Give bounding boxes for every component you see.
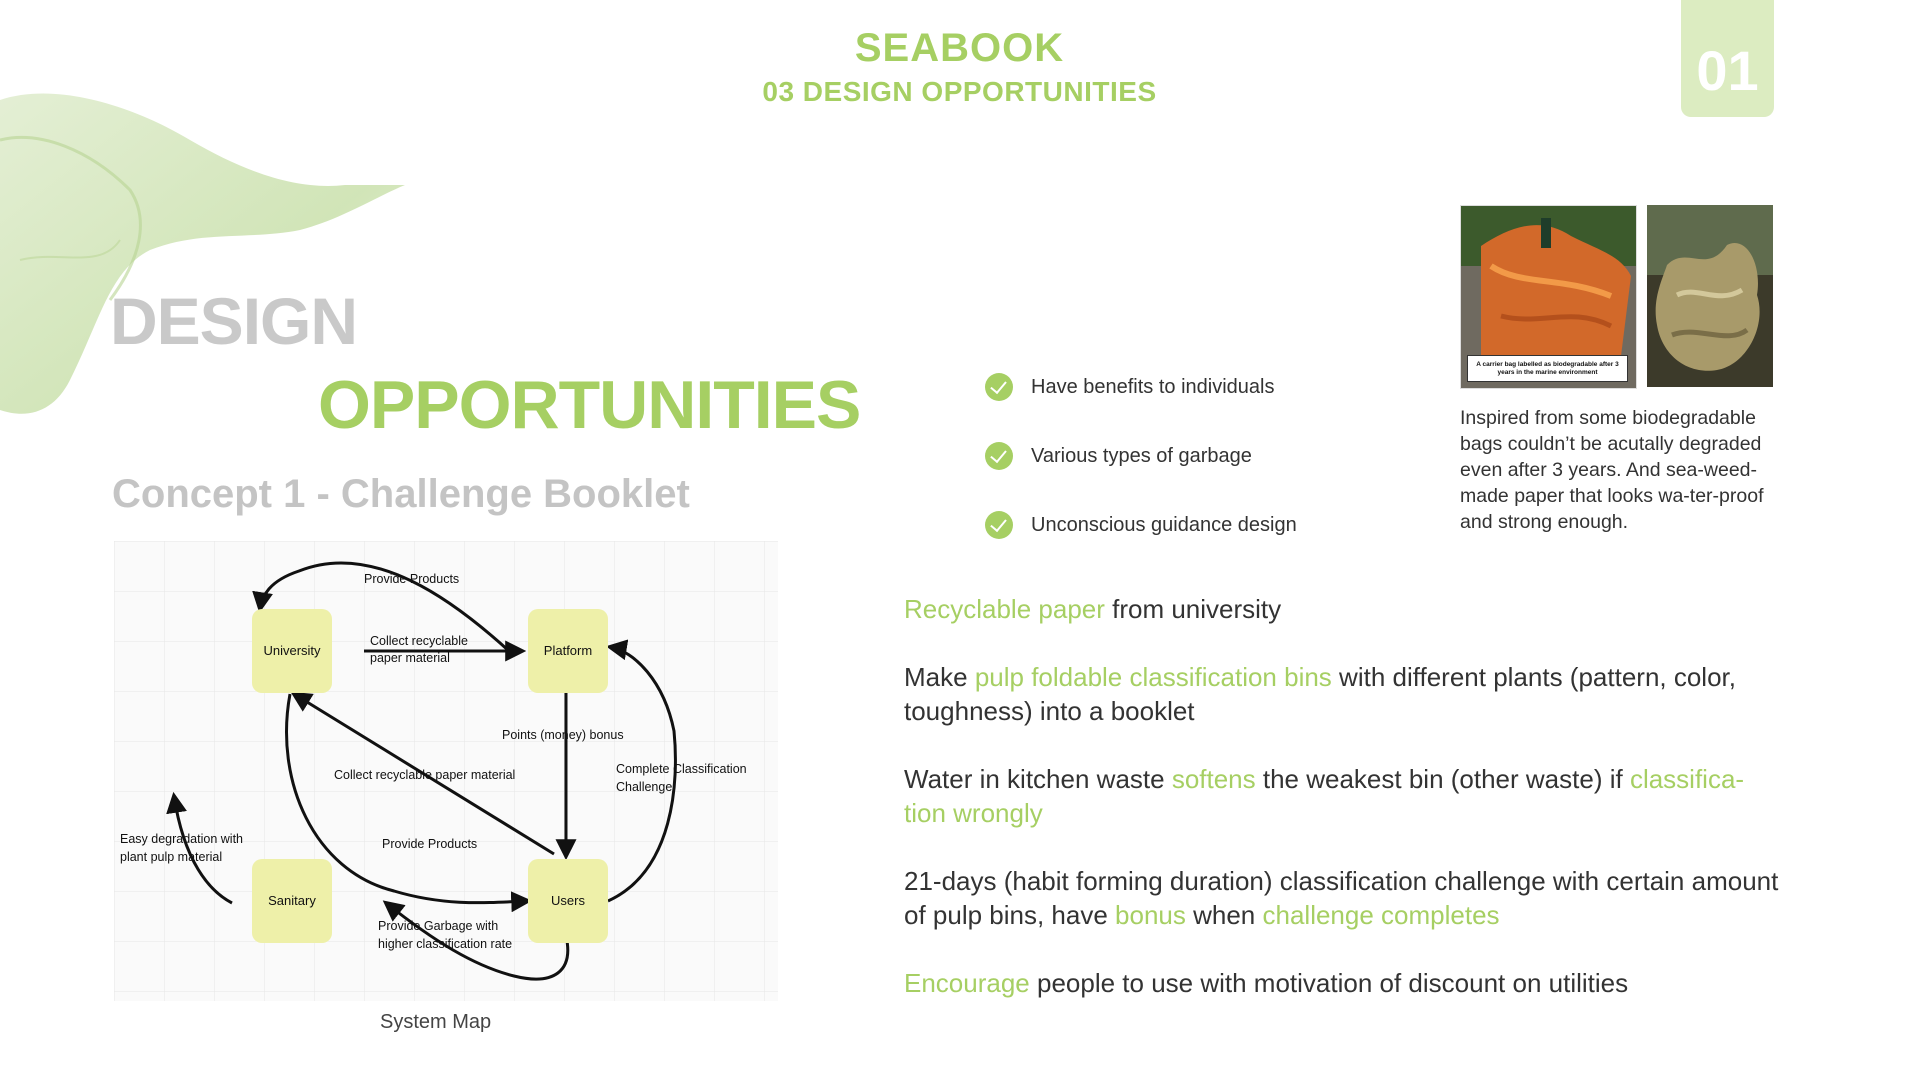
label-collect-recyclable-1: Collect recyclable xyxy=(370,634,468,648)
svg-text:Users: Users xyxy=(551,893,585,908)
inspiration-text: Inspired from some biodegradable bags couldn’t be acutally degraded even after 3 years. And sea-weed-made paper that looks wa-ter-proof and strong enough. xyxy=(1460,407,1764,533)
node-university xyxy=(252,609,332,693)
highlight: Recyclable paper xyxy=(904,594,1105,624)
highlight: bonus xyxy=(1115,900,1186,930)
node-users xyxy=(528,859,608,943)
bag-photo-caption: A carrier bag labelled as biodegradable after 3 years in the marine environment xyxy=(1467,355,1628,382)
title-design: DESIGN xyxy=(110,284,358,358)
checklist-item xyxy=(985,440,1252,472)
label-garbage-2: higher classification rate xyxy=(378,937,513,951)
highlight: challenge completes xyxy=(1262,900,1500,930)
brand-title: SEABOOK xyxy=(854,26,1065,70)
checklist-label: Various types of garbage xyxy=(1031,444,1252,467)
highlight: pulp foldable classification bins xyxy=(974,662,1332,692)
concept-heading: Concept 1 - Challenge Booklet xyxy=(112,472,690,516)
paragraph-recyclable: Recyclable paper from university xyxy=(904,594,1282,624)
checklist-label: Unconscious guidance design xyxy=(1031,513,1297,536)
checkmark-icon xyxy=(985,373,1013,401)
label-garbage-1: Provide Garbage with xyxy=(378,919,499,933)
paragraph-21-days: 21-days (habit forming duration) classification challenge with certain amount of pulp bins, have bonus when challenge completes xyxy=(904,866,1779,930)
highlight: Encourage xyxy=(904,968,1030,998)
svg-text:Platform: Platform xyxy=(543,643,593,658)
svg-text:University: University xyxy=(263,643,321,658)
label-points-bonus: Points (money) bonus xyxy=(502,728,624,742)
label-complete-1: Complete Classification xyxy=(616,762,747,776)
label-easy-2: plant pulp material xyxy=(120,850,223,864)
node-sanitary xyxy=(252,859,332,943)
page-number: 01 xyxy=(1696,39,1759,102)
checklist-item xyxy=(985,371,1274,403)
label-collect-recyclable-2: paper material xyxy=(370,651,450,665)
paragraph-pulp-bins: Make pulp foldable classification bins with different plants (pattern, color, toughness) into a booklet xyxy=(904,662,1736,726)
node-platform xyxy=(528,609,608,693)
checkmark-icon xyxy=(985,442,1013,470)
opportunity-description xyxy=(904,592,1784,1034)
label-complete-2: Challenge xyxy=(616,780,673,794)
label-provide-products-mid: Provide Products xyxy=(382,837,478,851)
diagram-caption: System Map xyxy=(380,1011,492,1033)
label-provide-products-top: Provide Products xyxy=(364,572,460,586)
seaweed-paper-photo xyxy=(1647,205,1773,387)
paragraph-kitchen-waste: Water in kitchen waste softens the weakest bin (other waste) if classifica-tion wrongly xyxy=(904,764,1745,828)
checkmark-icon xyxy=(985,511,1013,539)
checklist-label: Have benefits to individuals xyxy=(1031,375,1275,398)
section-subtitle: 03 DESIGN OPPORTUNITIES xyxy=(762,76,1157,107)
label-easy-1: Easy degradation with xyxy=(120,832,243,846)
checklist-item xyxy=(985,509,1297,541)
highlight: classifica-tion wrongly xyxy=(904,764,1745,828)
system-map-diagram xyxy=(114,541,778,1001)
title-opportunities: OPPORTUNITIES xyxy=(318,367,861,443)
paragraph-encourage: Encourage people to use with motivation of discount on utilities xyxy=(904,968,1629,998)
label-collect-paper: Collect recyclable paper material xyxy=(334,768,516,782)
biodegradable-bag-photo xyxy=(1460,205,1637,389)
highlight: softens xyxy=(1171,764,1256,794)
svg-text:Sanitary: Sanitary xyxy=(268,893,316,908)
seaweed-illustration xyxy=(1647,205,1773,387)
